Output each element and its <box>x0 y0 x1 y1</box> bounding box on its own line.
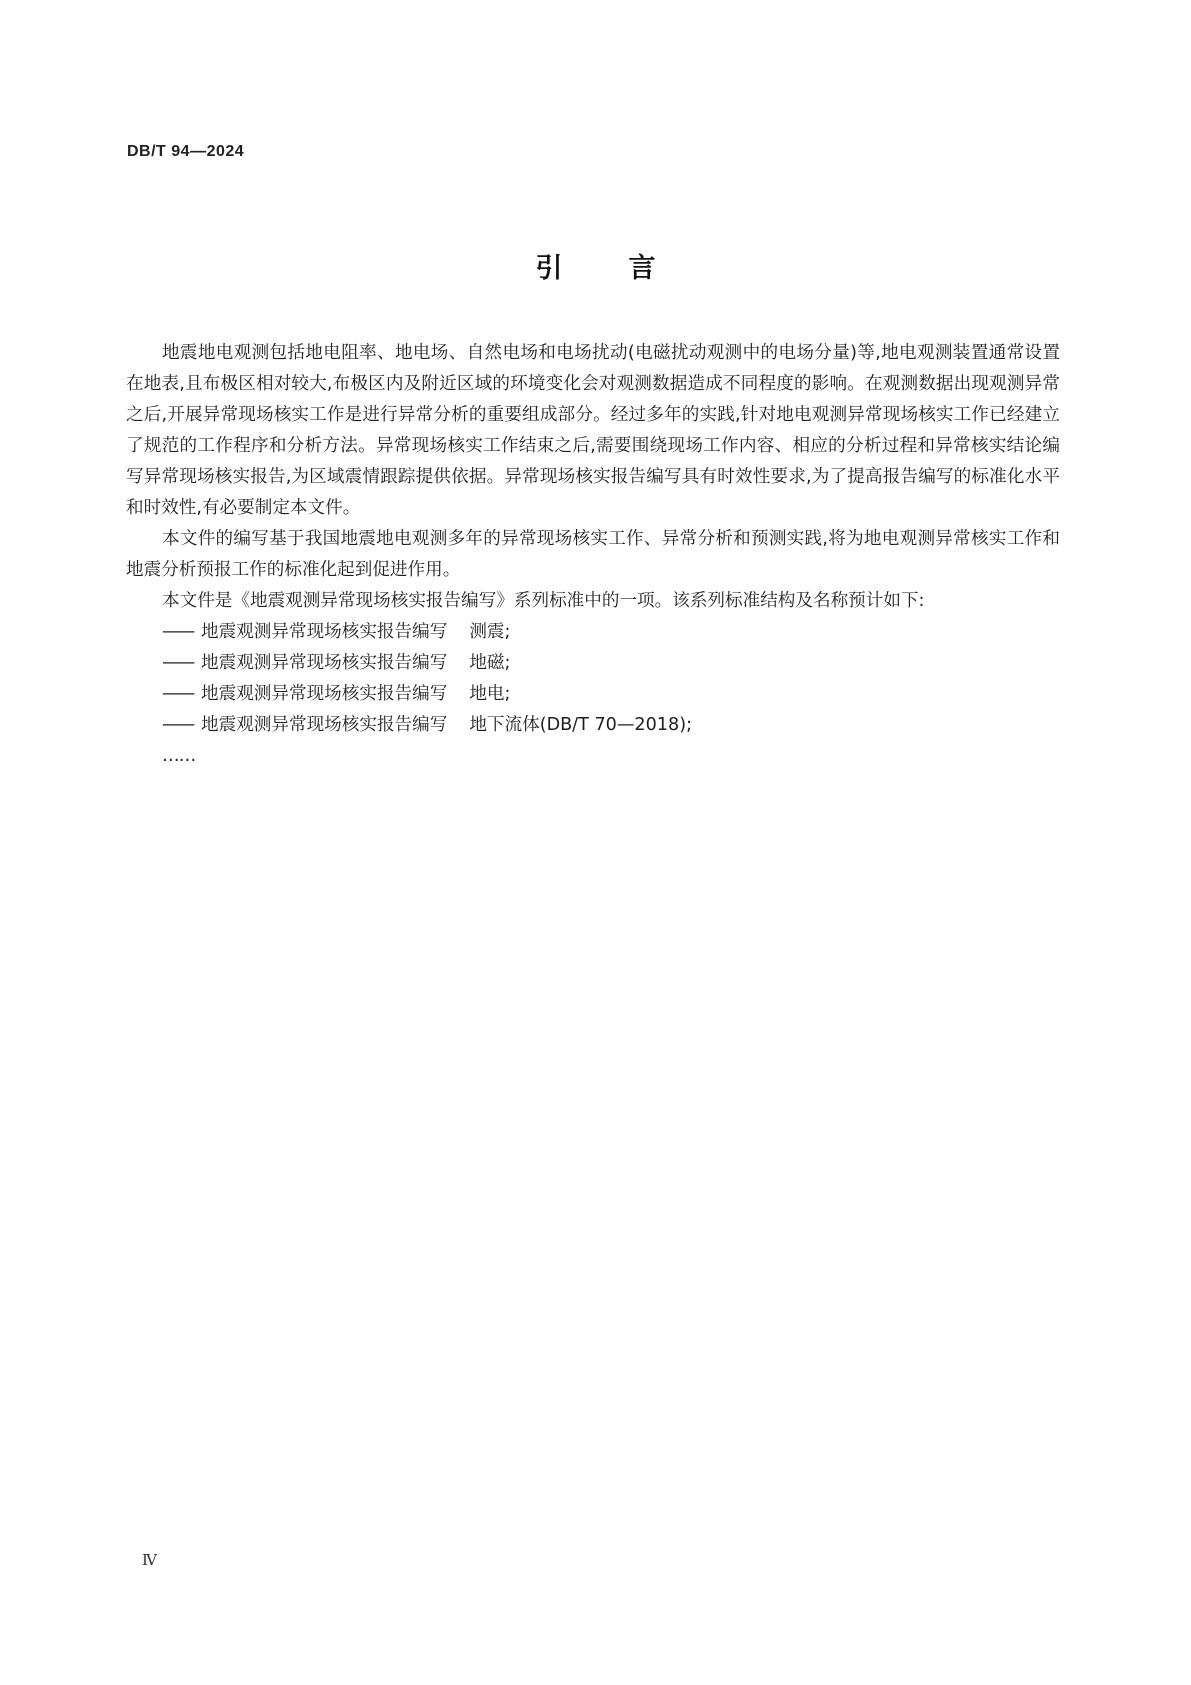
list-item-base: 地震观测异常现场核实报告编写 <box>201 653 448 673</box>
section-title: 引言 <box>535 253 722 284</box>
list-dash: —— <box>162 622 194 642</box>
list-dash: —— <box>162 684 194 704</box>
paragraph: 地震地电观测包括地电阻率、地电场、自然电场和电场扰动(电磁扰动观测中的电场分量)等,地电观测装置通常设置在地表,且布极区相对较大,布极区内及附近区域的环境变化会对观测数据造成不同程度的影响。在观测数据出现观测异常之后,开展异常现场核实工作是进行异常分析的重要组成部分。经过多年的实践,针对地电观测异常现场核实工作已经建立了规范的工作程序和分析方法。异常现场核实工作结束之后,需要围绕现场工作内容、相应的分析过程和异常核实结论编写异常现场核实报告,为区域震情跟踪提供依据。异常现场核实报告编写具有时效性要求,为了提高报告编写的标准化水平和时效性,有必要制定本文件。 <box>126 343 1060 518</box>
paragraph: 本文件是《地震观测异常现场核实报告编写》系列标准中的一项。该系列标准结构及名称预计如下: <box>162 591 925 611</box>
list-item <box>126 679 1060 710</box>
list-item-part: 测震; <box>469 622 511 642</box>
list-item <box>126 617 1060 648</box>
standard-code: DB/T 94—2024 <box>127 143 245 160</box>
list-item-part: 地下流体(DB/T 70—2018); <box>469 715 692 735</box>
list-item-base: 地震观测异常现场核实报告编写 <box>201 622 448 642</box>
list-item <box>126 710 1060 741</box>
list-item-base: 地震观测异常现场核实报告编写 <box>201 715 448 735</box>
list-item-part: 地电; <box>469 684 511 704</box>
list-ellipsis: …… <box>162 746 196 766</box>
list-dash: —— <box>162 653 194 673</box>
list-dash: —— <box>162 715 194 735</box>
paragraph: 本文件的编写基于我国地震地电观测多年的异常现场核实工作、异常分析和预测实践,将为地电观测异常核实工作和地震分析预报工作的标准化起到促进作用。 <box>126 529 1060 580</box>
list-item-part: 地磁; <box>469 653 511 673</box>
list-item-base: 地震观测异常现场核实报告编写 <box>201 684 448 704</box>
series-standards-list <box>126 617 1060 772</box>
page-number: Ⅳ <box>142 1551 157 1569</box>
introduction-body <box>126 338 1060 772</box>
list-item <box>126 648 1060 679</box>
